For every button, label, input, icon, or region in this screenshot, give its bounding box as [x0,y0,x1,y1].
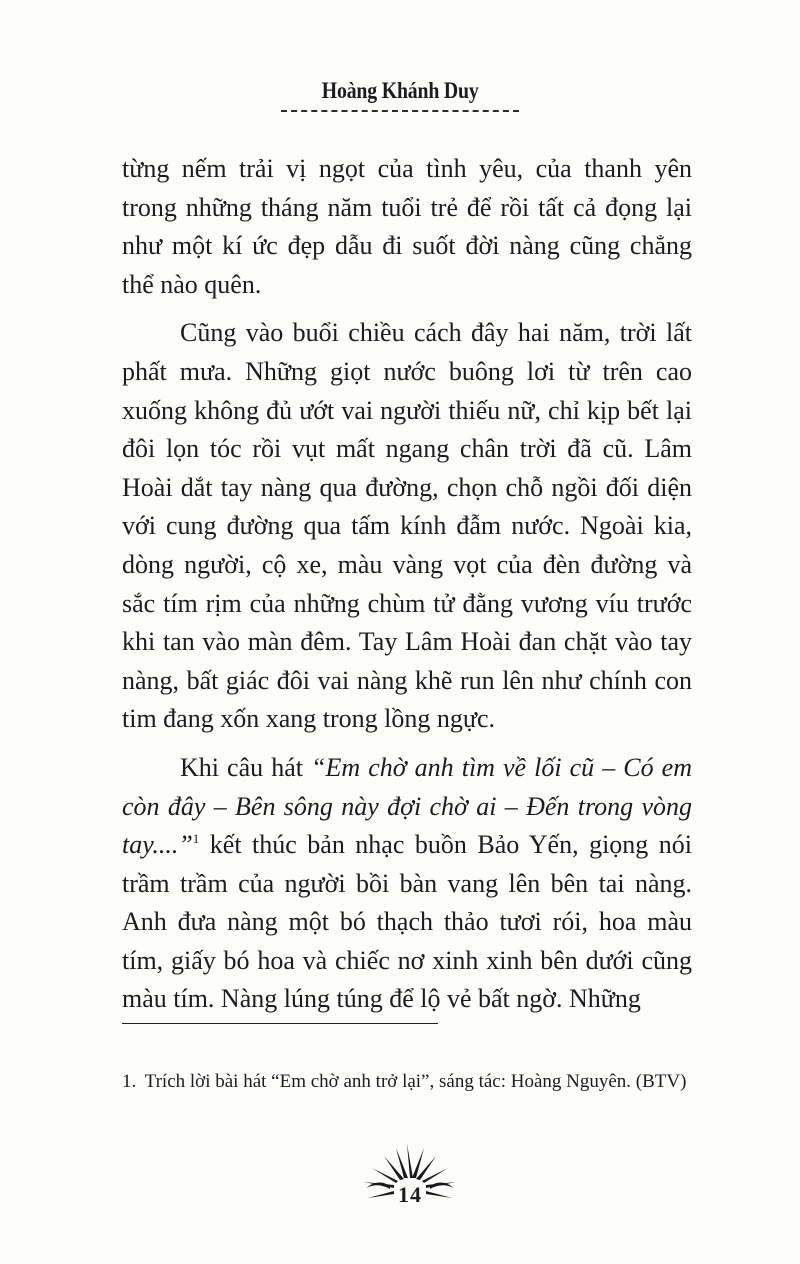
footnote-rule [122,1023,438,1024]
song-quote: “Em chờ anh tìm về lối cũ – Có em còn đây – Bên sông này đợi chờ ai – Đến trong vòng tay....” [122,752,693,860]
footnote-number: 1. [122,1071,137,1092]
footnote-text: Trích lời bài hát “Em chờ anh trở lại”, sáng tác: Hoàng Nguyên. (BTV) [144,1071,687,1092]
paragraph-2: Cũng vào buổi chiều cách đây hai năm, trời lất phất mưa. Những giọt nước buông lơi từ trên cao xuống không đủ ướt vai người thiếu nữ, chỉ kịp bết lại đôi lọn tóc rồi vụt mất ngang chân trời đã cũ. Lâm Hoài dắt tay nàng qua đường, chọn chỗ ngồi đối diện với cung đường qua tấm kính đẫm nước. Ngoài kia, dòng người, cộ xe, màu vàng vọt của đèn đường và sắc tím rịm của những chùm tử đằng vương víu trước khi tan vào màn đêm. Tay Lâm Hoài đan chặt vào tay nàng, bất giác đôi vai nàng khẽ run lên như chính con tim đang xốn xang trong lồng ngực. [122,318,692,734]
paragraph-3 [122,749,692,1019]
footnote [122,1066,692,1097]
body-text [122,150,692,1029]
paragraph-3-end: kết thúc bản nhạc buồn Bảo Yến, giọng nói trầm trầm của người bồi bàn vang lên bên tai nàng. Anh đưa nàng một bó thạch thảo tươi rói, hoa màu tím, giấy bó hoa và chiếc nơ xinh xinh bên dưới cũng màu tím. Nàng lúng túng để lộ vẻ bất ngờ. Những [122,830,692,1014]
header-dashed-rule [281,110,519,112]
page-folio [360,1138,460,1208]
footnote-reference: 1 [192,831,200,847]
paragraph-1: từng nếm trải vị ngọt của tình yêu, của thanh yên trong những tháng năm tuổi trẻ để rồi tất cả đọng lại như một kí ức đẹp dẫu đi suốt đời nàng cũng chẳng thể nào quên. [122,154,692,299]
page-number: 14 [398,1182,422,1207]
running-header [0,78,800,112]
paragraph-3-start: Khi câu hát [180,752,312,782]
author-name: Hoàng Khánh Duy [321,78,479,103]
